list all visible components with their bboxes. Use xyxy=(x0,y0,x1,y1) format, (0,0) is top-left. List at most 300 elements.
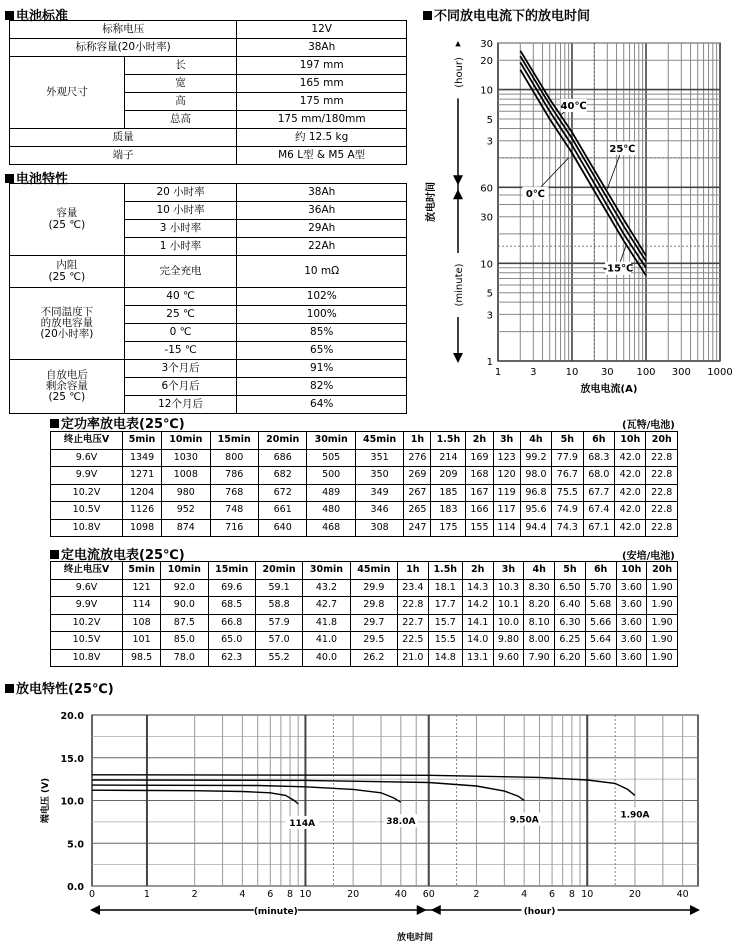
current-table xyxy=(50,561,678,667)
power-row xyxy=(51,484,678,502)
power-cell: 10.5V xyxy=(51,502,123,520)
current-cell: 29.8 xyxy=(350,597,397,615)
power-header: 终止电压V xyxy=(51,432,123,450)
power-cell: 350 xyxy=(355,467,403,485)
square-bullet-icon xyxy=(50,550,59,559)
current-header: 6h xyxy=(585,562,616,580)
sd-row-value: 82% xyxy=(237,378,407,396)
dim-value: 175 mm xyxy=(237,93,407,111)
current-cell: 14.8 xyxy=(428,649,462,667)
resistance-label: 内阻 (25 ℃) xyxy=(10,256,125,288)
current-cell: 6.30 xyxy=(555,614,586,632)
x-tick-label: 100 xyxy=(636,367,656,378)
arrow-right-icon xyxy=(690,905,700,915)
current-cell: 15.5 xyxy=(428,632,462,650)
x-unit-minute: (minute) xyxy=(253,907,298,917)
power-cell: 874 xyxy=(162,519,210,537)
x-tick-label: 20 xyxy=(347,889,360,900)
props-table xyxy=(9,183,407,414)
current-cell: 57.9 xyxy=(255,614,302,632)
power-cell: 123 xyxy=(493,449,520,467)
current-header: 终止电压V xyxy=(51,562,123,580)
power-cell: 686 xyxy=(258,449,306,467)
series-label-25c: 25℃ xyxy=(609,143,636,155)
power-cell: 209 xyxy=(431,467,466,485)
current-header: 10h xyxy=(616,562,647,580)
x-tick-label: 4 xyxy=(521,889,528,900)
x-axis-title: 放电电流(A) xyxy=(580,384,638,395)
power-cell: 167 xyxy=(466,484,493,502)
y-unit-hour: (hour) xyxy=(454,57,465,88)
current-cell: 10.5V xyxy=(51,632,123,650)
sd-row-label: 3个月后 xyxy=(124,360,237,378)
current-cell: 8.10 xyxy=(524,614,555,632)
resistance-state: 完全充电 xyxy=(124,256,237,288)
temp-row-value: 85% xyxy=(237,324,407,342)
series-label: 38.0A xyxy=(386,817,416,828)
current-cell: 18.1 xyxy=(428,579,462,597)
spec-label: 质量 xyxy=(10,129,237,147)
power-cell: 267 xyxy=(404,484,431,502)
x-axis-title: 放电时间 xyxy=(396,933,434,943)
power-cell: 308 xyxy=(355,519,403,537)
arrow-down-icon xyxy=(453,175,463,185)
power-cell: 672 xyxy=(258,484,306,502)
current-header: 5h xyxy=(555,562,586,580)
x-unit-hour: (hour) xyxy=(523,907,556,917)
spec-value: M6 L型 & M5 A型 xyxy=(237,147,407,165)
rate-value: 29Ah xyxy=(237,220,407,238)
x-tick-label: 10 xyxy=(299,889,312,900)
current-cell: 10.1 xyxy=(493,597,524,615)
y-tick-label: 10.0 xyxy=(60,796,84,808)
current-header: 3h xyxy=(493,562,524,580)
arrow-up-icon xyxy=(453,189,463,199)
power-cell: 269 xyxy=(404,467,431,485)
x-tick-label: 6 xyxy=(549,889,556,900)
current-cell: 9.60 xyxy=(493,649,524,667)
power-cell: 214 xyxy=(431,449,466,467)
y-tick-label: 30 xyxy=(480,39,493,50)
power-cell: 94.4 xyxy=(520,519,551,537)
chart1-title: 不同放电电流下的放电时间 xyxy=(423,5,590,24)
power-cell: 74.3 xyxy=(552,519,583,537)
current-cell: 5.66 xyxy=(585,614,616,632)
power-cell: 1126 xyxy=(123,502,162,520)
power-cell: 99.2 xyxy=(520,449,551,467)
current-cell: 62.3 xyxy=(208,649,255,667)
dim-label: 总高 xyxy=(124,111,237,129)
power-cell: 1204 xyxy=(123,484,162,502)
current-row xyxy=(51,632,678,650)
current-cell: 9.9V xyxy=(51,597,123,615)
power-cell: 346 xyxy=(355,502,403,520)
power-cell: 980 xyxy=(162,484,210,502)
y-axis-title: 端电压 (V) xyxy=(41,777,51,824)
power-cell: 117 xyxy=(493,502,520,520)
current-row xyxy=(51,579,678,597)
current-cell: 78.0 xyxy=(161,649,208,667)
current-cell: 17.7 xyxy=(428,597,462,615)
current-table-unit: (安培/电池) xyxy=(622,551,675,562)
temp-row-label: -15 ℃ xyxy=(124,342,237,360)
current-header: 4h xyxy=(524,562,555,580)
power-row xyxy=(51,519,678,537)
x-tick-label: 40 xyxy=(394,889,407,900)
y-tick-label: 5 xyxy=(486,288,493,300)
power-cell: 276 xyxy=(404,449,431,467)
current-cell: 55.2 xyxy=(255,649,302,667)
power-cell: 68.0 xyxy=(583,467,614,485)
power-cell: 42.0 xyxy=(615,502,646,520)
power-cell: 468 xyxy=(307,519,355,537)
current-header: 1h xyxy=(397,562,428,580)
current-cell: 41.0 xyxy=(303,632,350,650)
current-cell: 3.60 xyxy=(616,597,647,615)
x-tick-label: 4 xyxy=(239,889,246,900)
current-cell: 8.20 xyxy=(524,597,555,615)
x-tick-label: 1 xyxy=(143,889,150,900)
series-label: 1.90A xyxy=(620,810,650,821)
current-cell: 1.90 xyxy=(647,614,678,632)
power-cell: 42.0 xyxy=(615,467,646,485)
x-tick-label: 300 xyxy=(671,367,691,378)
chart2-title: 放电特性(25℃) xyxy=(5,678,114,697)
power-cell: 351 xyxy=(355,449,403,467)
spec-title: 电池标准 xyxy=(5,5,68,24)
current-cell: 26.2 xyxy=(350,649,397,667)
power-cell: 96.8 xyxy=(520,484,551,502)
discharge-curve-chart xyxy=(0,700,748,948)
props-title: 电池特性 xyxy=(5,168,68,187)
current-cell: 29.5 xyxy=(350,632,397,650)
current-cell: 114 xyxy=(123,597,161,615)
power-header: 1.5h xyxy=(431,432,466,450)
current-cell: 8.30 xyxy=(524,579,555,597)
current-cell: 87.5 xyxy=(161,614,208,632)
current-cell: 58.8 xyxy=(255,597,302,615)
power-header: 45min xyxy=(355,432,403,450)
x-tick-label: 6 xyxy=(267,889,274,900)
current-header: 45min xyxy=(350,562,397,580)
y-tick-label: 30 xyxy=(480,212,493,224)
square-bullet-icon xyxy=(5,684,14,693)
power-row xyxy=(51,467,678,485)
current-cell: 23.4 xyxy=(397,579,428,597)
power-header: 1h xyxy=(404,432,431,450)
current-cell: 5.64 xyxy=(585,632,616,650)
current-cell: 42.7 xyxy=(303,597,350,615)
power-cell: 9.9V xyxy=(51,467,123,485)
current-cell: 21.0 xyxy=(397,649,428,667)
power-table xyxy=(50,431,678,537)
current-cell: 65.0 xyxy=(208,632,255,650)
current-cell: 14.1 xyxy=(462,614,493,632)
current-cell: 13.1 xyxy=(462,649,493,667)
x-tick-label: 3 xyxy=(530,367,537,378)
power-cell: 505 xyxy=(307,449,355,467)
y-tick-label: 60 xyxy=(480,183,493,195)
power-cell: 349 xyxy=(355,484,403,502)
power-cell: 952 xyxy=(162,502,210,520)
current-cell: 22.7 xyxy=(397,614,428,632)
arrow-left-icon xyxy=(90,905,100,915)
temp-row-label: 40 ℃ xyxy=(124,288,237,306)
power-cell: 42.0 xyxy=(615,484,646,502)
power-cell: 22.8 xyxy=(646,519,678,537)
rate-label: 20 小时率 xyxy=(124,184,237,202)
current-cell: 29.9 xyxy=(350,579,397,597)
current-cell: 43.2 xyxy=(303,579,350,597)
dim-label: 宽 xyxy=(124,75,237,93)
temp-row-value: 100% xyxy=(237,306,407,324)
x-tick-label: 2 xyxy=(191,889,198,900)
rate-label: 3 小时率 xyxy=(124,220,237,238)
power-cell: 748 xyxy=(210,502,258,520)
current-cell: 1.90 xyxy=(647,632,678,650)
temp-row-value: 102% xyxy=(237,288,407,306)
power-header: 5min xyxy=(123,432,162,450)
square-bullet-icon xyxy=(423,11,432,20)
dim-label: 高 xyxy=(124,93,237,111)
temp-label: 不同温度下 的放电容量 (20小时率) xyxy=(10,288,125,360)
current-cell: 69.6 xyxy=(208,579,255,597)
power-cell: 42.0 xyxy=(615,449,646,467)
sd-row-value: 91% xyxy=(237,360,407,378)
y-tick-label: 20.0 xyxy=(60,711,84,722)
power-header: 20min xyxy=(258,432,306,450)
current-cell: 108 xyxy=(123,614,161,632)
dim-value: 197 mm xyxy=(237,57,407,75)
current-cell: 121 xyxy=(123,579,161,597)
current-cell: 22.5 xyxy=(397,632,428,650)
current-cell: 1.90 xyxy=(647,579,678,597)
dim-value: 165 mm xyxy=(237,75,407,93)
power-table-unit: (瓦特/电池) xyxy=(622,420,675,431)
power-cell: 169 xyxy=(466,449,493,467)
x-tick-label: 20 xyxy=(628,889,641,900)
power-cell: 768 xyxy=(210,484,258,502)
current-header: 2h xyxy=(462,562,493,580)
current-cell: 14.3 xyxy=(462,579,493,597)
current-cell: 6.20 xyxy=(555,649,586,667)
spec-value: 约 12.5 kg xyxy=(237,129,407,147)
current-cell: 22.8 xyxy=(397,597,428,615)
current-cell: 40.0 xyxy=(303,649,350,667)
spec-value: 38Ah xyxy=(237,39,407,57)
current-cell: 5.70 xyxy=(585,579,616,597)
power-table-title: 定功率放电表(25℃) xyxy=(50,413,185,432)
spec-label: 端子 xyxy=(10,147,237,165)
sd-row-value: 64% xyxy=(237,396,407,414)
x-tick-label: 40 xyxy=(676,889,689,900)
current-table-title: 定电流放电表(25℃) xyxy=(50,544,185,563)
arrow-right-icon xyxy=(417,905,427,915)
current-cell: 57.0 xyxy=(255,632,302,650)
power-cell: 75.5 xyxy=(552,484,583,502)
power-cell: 120 xyxy=(493,467,520,485)
current-cell: 10.8V xyxy=(51,649,123,667)
current-cell: 1.90 xyxy=(647,649,678,667)
dim-label: 长 xyxy=(124,57,237,75)
current-cell: 6.40 xyxy=(555,597,586,615)
current-cell: 41.8 xyxy=(303,614,350,632)
rate-label: 10 小时率 xyxy=(124,202,237,220)
power-header: 2h xyxy=(466,432,493,450)
power-cell: 68.3 xyxy=(583,449,614,467)
power-cell: 682 xyxy=(258,467,306,485)
spec-label: 标称电压 xyxy=(10,21,237,39)
power-cell: 74.9 xyxy=(552,502,583,520)
y-tick-label: 15.0 xyxy=(60,753,84,765)
current-cell: 6.50 xyxy=(555,579,586,597)
y-unit-minute: (minute) xyxy=(454,263,465,307)
power-cell: 155 xyxy=(466,519,493,537)
current-cell: 68.5 xyxy=(208,597,255,615)
power-cell: 786 xyxy=(210,467,258,485)
power-header: 30min xyxy=(307,432,355,450)
current-cell: 6.25 xyxy=(555,632,586,650)
power-cell: 500 xyxy=(307,467,355,485)
power-cell: 10.8V xyxy=(51,519,123,537)
discharge-time-chart xyxy=(420,25,740,405)
dim-value: 175 mm/180mm xyxy=(237,111,407,129)
series-label-0c: 0℃ xyxy=(525,188,545,200)
current-header: 20min xyxy=(255,562,302,580)
square-bullet-icon xyxy=(50,419,59,428)
power-cell: 10.2V xyxy=(51,484,123,502)
current-header: 30min xyxy=(303,562,350,580)
y-tick-label: 10 xyxy=(480,259,493,271)
x-tick-label: 0 xyxy=(88,889,96,900)
resistance-value: 10 mΩ xyxy=(237,256,407,288)
x-tick-label: 1 xyxy=(494,367,502,378)
current-cell: 29.7 xyxy=(350,614,397,632)
current-cell: 9.6V xyxy=(51,579,123,597)
power-header: 20h xyxy=(646,432,678,450)
current-cell: 5.68 xyxy=(585,597,616,615)
power-cell: 185 xyxy=(431,484,466,502)
power-cell: 489 xyxy=(307,484,355,502)
power-cell: 480 xyxy=(307,502,355,520)
y-tick-label: 1 xyxy=(486,357,493,368)
current-header: 15min xyxy=(208,562,255,580)
power-header: 15min xyxy=(210,432,258,450)
y-tick-label: 5 xyxy=(486,115,493,127)
current-header: 20h xyxy=(647,562,678,580)
power-cell: 247 xyxy=(404,519,431,537)
current-cell: 14.0 xyxy=(462,632,493,650)
power-cell: 22.8 xyxy=(646,467,678,485)
power-cell: 9.6V xyxy=(51,449,123,467)
power-header: 4h xyxy=(520,432,551,450)
power-row xyxy=(51,449,678,467)
series-label-40c: 40℃ xyxy=(560,100,587,112)
current-cell: 14.2 xyxy=(462,597,493,615)
current-cell: 101 xyxy=(123,632,161,650)
x-tick-label: 8 xyxy=(287,889,294,900)
current-cell: 1.90 xyxy=(647,597,678,615)
temp-row-value: 65% xyxy=(237,342,407,360)
capacity-label: 容量 (25 ℃) xyxy=(10,184,125,256)
current-cell: 90.0 xyxy=(161,597,208,615)
spec-table xyxy=(9,20,407,165)
power-cell: 119 xyxy=(493,484,520,502)
current-header: 1.5h xyxy=(428,562,462,580)
dims-label: 外观尺寸 xyxy=(10,57,125,129)
current-header: 5min xyxy=(123,562,161,580)
power-cell: 661 xyxy=(258,502,306,520)
power-header: 10h xyxy=(615,432,646,450)
power-cell: 114 xyxy=(493,519,520,537)
power-cell: 22.8 xyxy=(646,484,678,502)
square-bullet-icon xyxy=(5,174,14,183)
power-header: 10min xyxy=(162,432,210,450)
power-cell: 183 xyxy=(431,502,466,520)
current-cell: 92.0 xyxy=(161,579,208,597)
x-tick-label: 10 xyxy=(581,889,594,900)
current-cell: 9.80 xyxy=(493,632,524,650)
rate-value: 22Ah xyxy=(237,238,407,256)
power-cell: 1271 xyxy=(123,467,162,485)
power-cell: 265 xyxy=(404,502,431,520)
arrow-left-icon xyxy=(431,905,441,915)
power-cell: 640 xyxy=(258,519,306,537)
temp-row-label: 0 ℃ xyxy=(124,324,237,342)
rate-label: 1 小时率 xyxy=(124,238,237,256)
power-cell: 77.9 xyxy=(552,449,583,467)
spec-label: 标称容量(20小时率) xyxy=(10,39,237,57)
x-tick-label: 2 xyxy=(473,889,480,900)
x-tick-label: 30 xyxy=(600,367,614,378)
current-cell: 7.90 xyxy=(524,649,555,667)
y-tick-label: 5.0 xyxy=(67,839,84,851)
power-cell: 67.7 xyxy=(583,484,614,502)
current-cell: 5.60 xyxy=(585,649,616,667)
x-tick-label: 10 xyxy=(565,367,579,378)
current-cell: 85.0 xyxy=(161,632,208,650)
current-cell: 66.8 xyxy=(208,614,255,632)
power-cell: 95.6 xyxy=(520,502,551,520)
power-cell: 42.0 xyxy=(615,519,646,537)
power-cell: 166 xyxy=(466,502,493,520)
series-label-m15c: -15℃ xyxy=(603,263,634,275)
power-cell: 1098 xyxy=(123,519,162,537)
self-discharge-label: 自放电后 剩余容量 (25 ℃) xyxy=(10,360,125,414)
current-cell: 3.60 xyxy=(616,614,647,632)
y-tick-label: 0.0 xyxy=(67,882,84,893)
current-cell: 3.60 xyxy=(616,649,647,667)
power-cell: 22.8 xyxy=(646,502,678,520)
spec-value: 12V xyxy=(237,21,407,39)
y-tick-label: 10 xyxy=(480,85,493,97)
series-label: 9.50A xyxy=(509,815,539,826)
sd-row-label: 6个月后 xyxy=(124,378,237,396)
y-tick-label: 3 xyxy=(486,310,493,322)
power-cell: 1030 xyxy=(162,449,210,467)
power-cell: 22.8 xyxy=(646,449,678,467)
current-cell: 8.00 xyxy=(524,632,555,650)
power-cell: 67.4 xyxy=(583,502,614,520)
current-cell: 15.7 xyxy=(428,614,462,632)
x-tick-label: 8 xyxy=(568,889,575,900)
power-header: 6h xyxy=(583,432,614,450)
power-cell: 1349 xyxy=(123,449,162,467)
current-cell: 3.60 xyxy=(616,579,647,597)
rate-value: 36Ah xyxy=(237,202,407,220)
current-row xyxy=(51,614,678,632)
square-bullet-icon xyxy=(5,11,14,20)
